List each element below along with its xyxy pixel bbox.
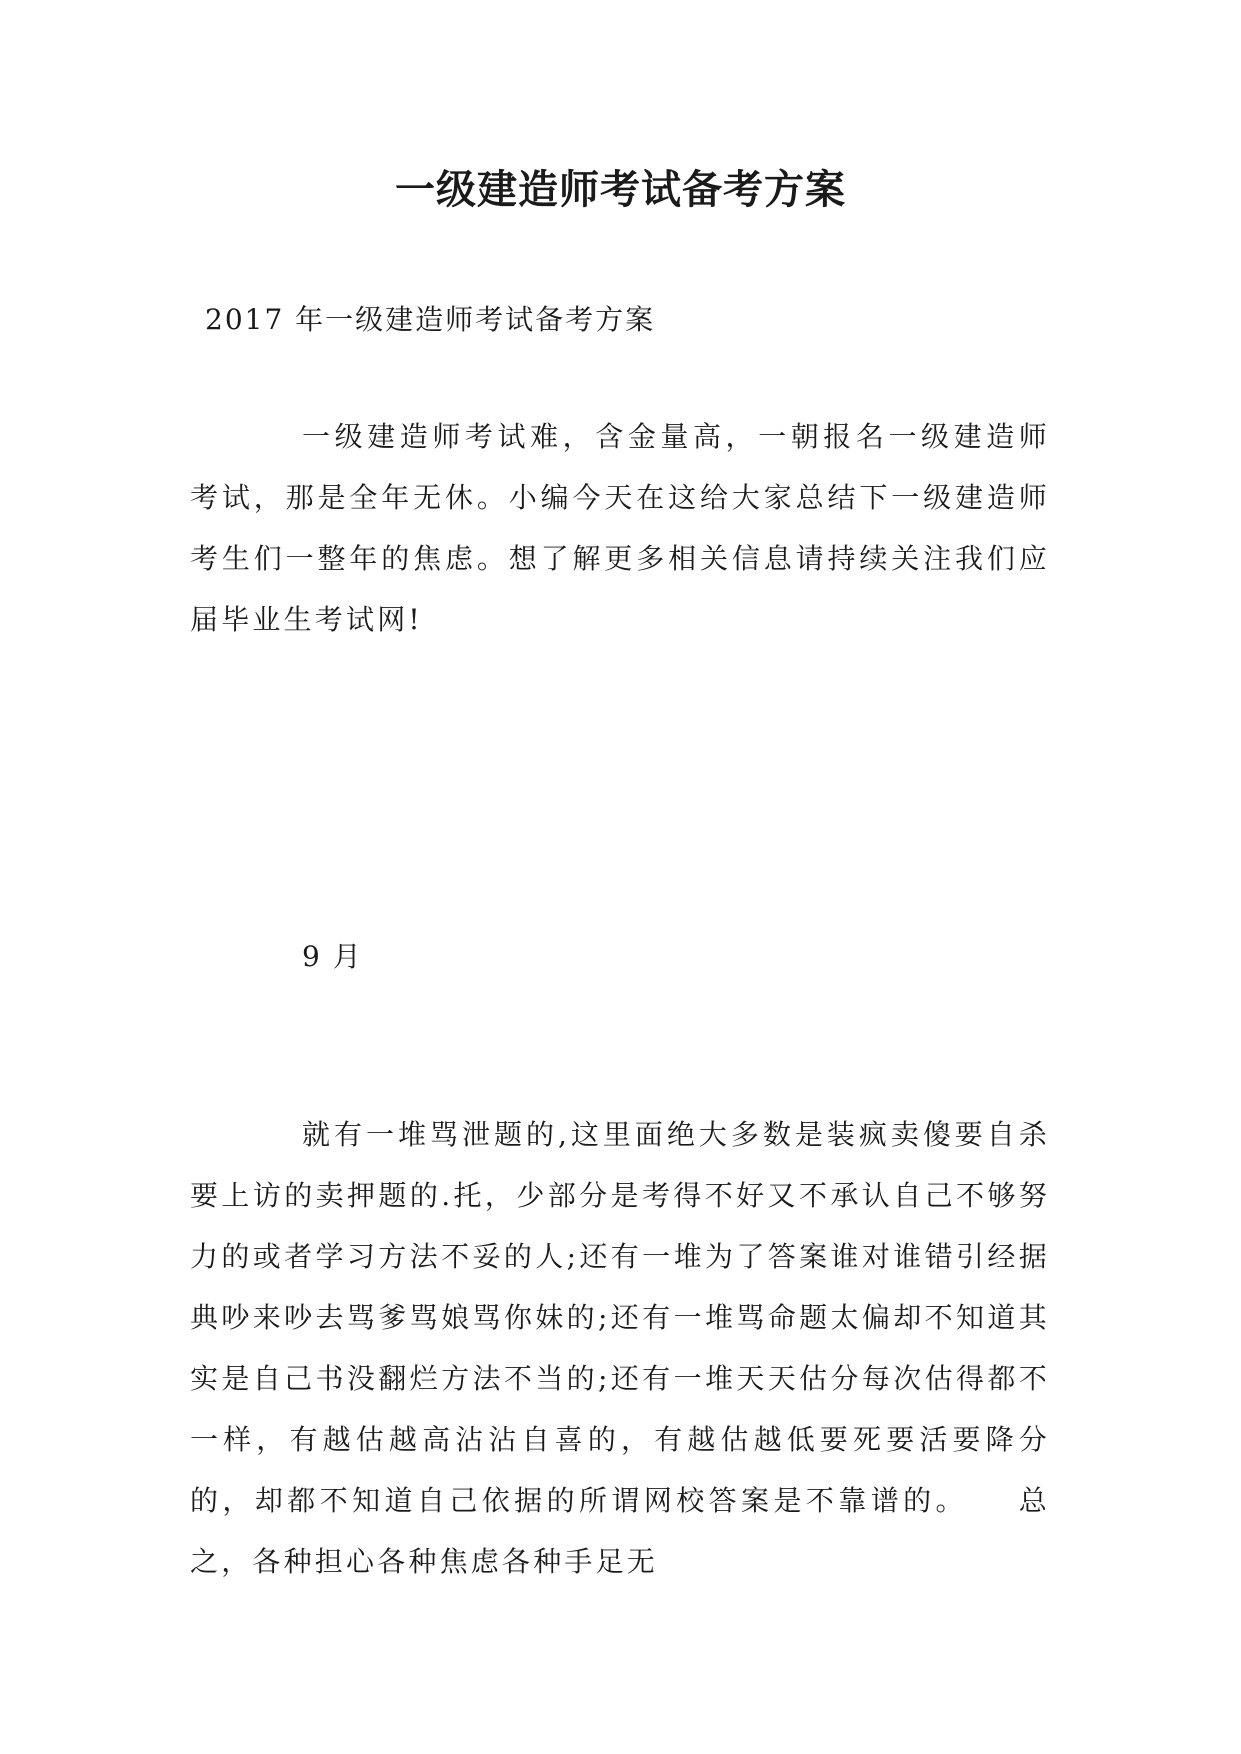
document-title: 一级建造师考试备考方案 (395, 166, 846, 213)
document-subtitle: 2017 年一级建造师考试备考方案 (205, 303, 656, 336)
intro-paragraph: 一级建造师考试难，含金量高，一朝报名一级建造师考试，那是全年无休。小编今天在这给大家总结下一级建造师考生们一整年的焦虑。想了解更多相关信息请持续关注我们应届毕业生考试网! (190, 420, 1050, 636)
body-paragraph: 就有一堆骂泄题的,这里面绝大多数是装疯卖傻要自杀要上访的卖押题的.托，少部分是考得不好又不承认自己不够努力的或者学习方法不妥的人;还有一堆为了答案谁对谁错引经据典吵来吵去骂爹骂娘骂你妹的;还有一堆骂命题太偏却不知道其实是自己书没翻烂方法不当的;还有一堆天天估分每次估得都不一样，有越估越高沾沾自喜的，有越估越低要死要活要降分的，却都不知道自己依据的所谓网校答案是不靠谱的。 总之，各种担心各种焦虑各种手足无 (190, 1118, 1050, 1578)
month-heading: 9 月 (302, 940, 363, 973)
